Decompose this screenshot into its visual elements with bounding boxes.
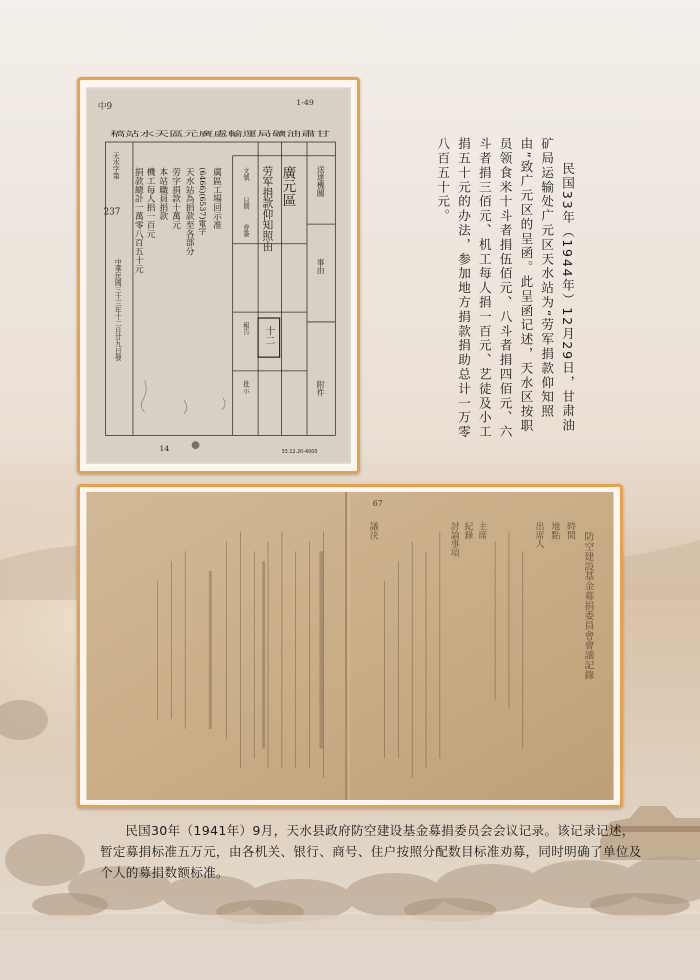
section-attendees: 出席人 (533, 521, 544, 549)
hand-line-6: 本站職員捐款 (157, 167, 168, 221)
record-title: 防空建設基金募捐委員會會議記錄 (582, 531, 594, 680)
caption-1941-record: 民国30年（1941年）9月，天水县政府防空建设基金募捐委员会会议记录。该记录记述，暂定募捐标准五万元，由各机关、银行、商号、住户按照分配数目标准劝募，同时明确了单位及个人的募捐数额标准。 (100, 823, 642, 880)
document-1941-record-image (85, 492, 615, 800)
bottom-note: 14 (159, 444, 170, 454)
section-time: 時間 (565, 521, 576, 540)
corner-right-note: 1-49 (296, 97, 314, 107)
hand-line-7: 機工每人捐一百元 (144, 167, 155, 238)
form-header (110, 129, 330, 138)
left-number: 237 (103, 207, 121, 218)
section-chair: 主席 (476, 521, 487, 540)
hand-subject: 劳军捐款仰知照由 (261, 165, 275, 252)
page-number: 67 (372, 498, 383, 508)
form-label-instruction: 批示 (241, 380, 249, 394)
footer-code: 33.12.20-4000 (281, 448, 318, 455)
form-label-cosign: 會簽 (241, 224, 249, 237)
caption-1944-letter: 民国33年（1944年）12月29日，甘肃油矿局运输处广元区天水站为“劳军捐款仰知照由”致广元区的呈函。此呈函记述，天水区按职员领食米十斗者捐伍佰元、八斗者捐四佰元、六斗者捐三佰元、机工每人捐一百元、艺徒及小工捐五十元的办法，参加地方捐款捐助总计一万零八百五十元。 (435, 137, 575, 440)
section-place: 地點 (549, 521, 560, 540)
form-label-date: 日期 (241, 196, 249, 210)
col-label-recipient: 送達機關 (316, 165, 326, 197)
form-label-number: 文號 (241, 167, 249, 181)
section-minutes: 紀錄 (462, 521, 473, 540)
photo-1944-letter (77, 77, 360, 474)
hand-recipient: 廣元區 (279, 165, 296, 207)
hand-line-1: 廣區工場回示准 (211, 167, 222, 230)
document-1944-letter-image (86, 86, 351, 465)
hand-line-9: 捐款總計一萬零八百五十元 (132, 167, 143, 274)
seal-text: 十二 (263, 325, 275, 346)
form-label-report: 報告 (241, 321, 249, 335)
col-label-subject: 事由 (316, 258, 326, 275)
hand-line-2: (6466)(6537)電字 (197, 167, 207, 236)
section-resolution: 議決 (367, 521, 378, 540)
left-stamp: 天水字第 (111, 151, 120, 180)
photo-1941-meeting-record (77, 484, 623, 808)
form-header-text: 稿站水天區元廣處輸運局礦油肅甘 (110, 130, 213, 139)
corner-left-note: 中9 (97, 101, 113, 112)
hand-line-5: 劳字捐款十萬元 (169, 167, 180, 230)
date-column: 中華民國三十三年十二月廿九日發 (113, 258, 122, 361)
section-discussion: 討論事項 (448, 521, 459, 558)
hand-line-4: 天水站為捐款至各部分 (183, 167, 194, 256)
col-label-attachment: 附件 (316, 380, 326, 397)
